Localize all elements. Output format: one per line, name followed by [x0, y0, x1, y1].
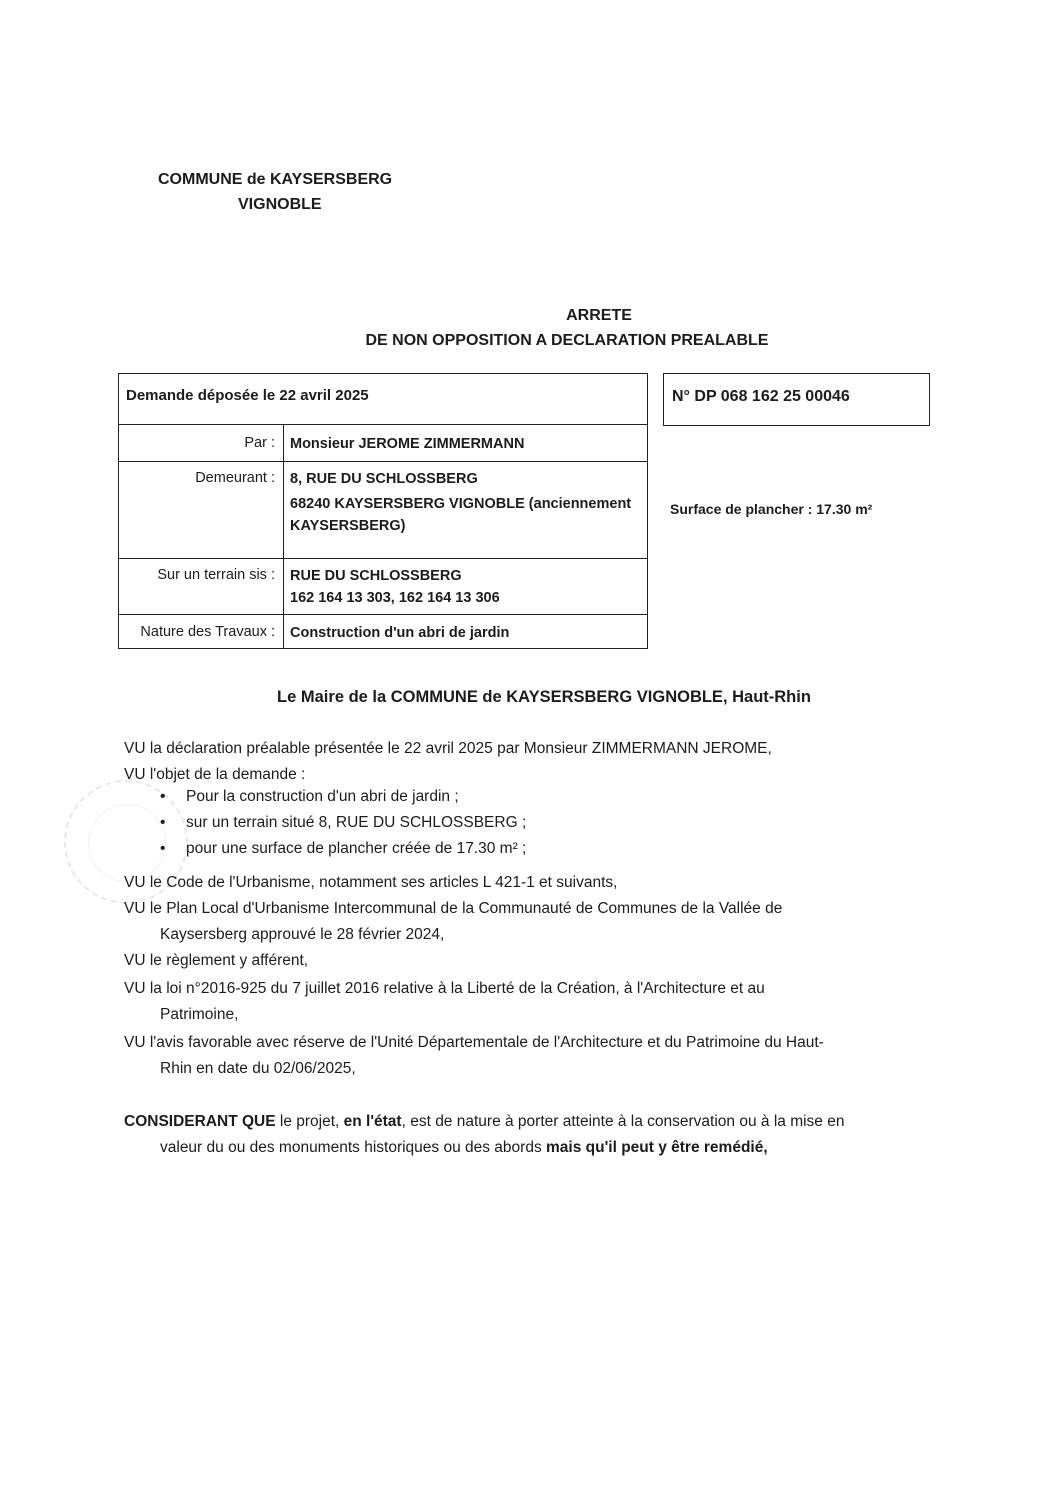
maire-heading: Le Maire de la COMMUNE de KAYSERSBERG VIGNOBLE, Haut-Rhin [277, 688, 811, 706]
considerant-text: le projet, [275, 1113, 344, 1130]
vu-avis-line1: VU l'avis favorable avec réserve de l'Unité Départementale de l'Architecture et du Patrimoine du Haut- [124, 1034, 824, 1051]
demeurant-line1: 8, RUE DU SCHLOSSBERG [290, 471, 478, 487]
vu-loi-line1: VU la loi n°2016-925 du 7 juillet 2016 relative à la Liberté de la Création, à l'Architecture et au [124, 980, 765, 997]
demeurant-label: Demeurant : [195, 470, 275, 486]
terrain-value [290, 565, 500, 609]
demeurant-line2: 68240 KAYSERSBERG VIGNOBLE (anciennement [290, 496, 632, 512]
bullet-item-1: Pour la construction d'un abri de jardin ; [186, 788, 459, 805]
nature-value: Construction d'un abri de jardin [290, 625, 510, 641]
demeurant-value [290, 468, 631, 537]
commune-line1: COMMUNE de KAYSERSBERG [158, 171, 393, 188]
nature-label: Nature des Travaux : [140, 624, 275, 640]
considerant-text3: valeur du ou des monuments historiques ou des abords [160, 1139, 547, 1156]
vu-objet: VU l'objet de la demande : [124, 766, 306, 783]
demeurant-line3: KAYSERSBERG) [290, 518, 406, 534]
considerant-text2: , est de nature à porter atteinte à la conservation ou à la mise en [401, 1113, 845, 1130]
bullet-item-3: pour une surface de plancher créée de 17.30 m² ; [186, 840, 527, 857]
title-line1: ARRETE [566, 307, 632, 324]
vu-reglement: VU le règlement y afférent, [124, 952, 309, 969]
commune-header [158, 167, 392, 217]
vu-declaration: VU la déclaration préalable présentée le 22 avril 2025 par Monsieur ZIMMERMANN JEROME, [124, 740, 772, 757]
vu-plu-line2: Kaysersberg approuvé le 28 février 2024, [160, 926, 445, 943]
terrain-line2: 162 164 13 303, 162 164 13 306 [290, 590, 500, 606]
vu-plu-line1: VU le Plan Local d'Urbanisme Intercommunal de la Communauté de Communes de la Vallée de [124, 900, 783, 917]
bullet-icon: • [160, 814, 166, 831]
considerant-line2 [124, 1135, 930, 1161]
considerant-etat: en l'état [343, 1113, 402, 1130]
considerant-keyword: CONSIDERANT QUE [124, 1113, 276, 1130]
par-value: Monsieur JEROME ZIMMERMANN [290, 436, 525, 452]
terrain-label: Sur un terrain sis : [157, 567, 275, 583]
considerant-paragraph [124, 1109, 930, 1161]
considerant-remedie: mais qu'il peut y être remédié, [546, 1139, 768, 1156]
surface-plancher: Surface de plancher : 17.30 m² [670, 501, 873, 517]
bullet-item-2: sur un terrain situé 8, RUE DU SCHLOSSBERG ; [186, 814, 527, 831]
vu-code-urbanisme: VU le Code de l'Urbanisme, notamment ses articles L 421-1 et suivants, [124, 874, 618, 891]
commune-line2: VIGNOBLE [238, 196, 322, 213]
par-label: Par : [244, 435, 275, 451]
deposit-date: Demande déposée le 22 avril 2025 [119, 374, 647, 425]
arrete-title [0, 303, 1058, 353]
vu-loi-line2: Patrimoine, [160, 1006, 239, 1023]
dossier-number: N° DP 068 162 25 00046 [663, 373, 930, 426]
request-table [118, 373, 648, 649]
title-line2: DE NON OPPOSITION A DECLARATION PREALABLE [365, 332, 769, 349]
vu-avis-line2: Rhin en date du 02/06/2025, [160, 1060, 356, 1077]
bullet-icon: • [160, 840, 166, 857]
bullet-icon: • [160, 788, 166, 805]
terrain-line1: RUE DU SCHLOSSBERG [290, 568, 462, 584]
